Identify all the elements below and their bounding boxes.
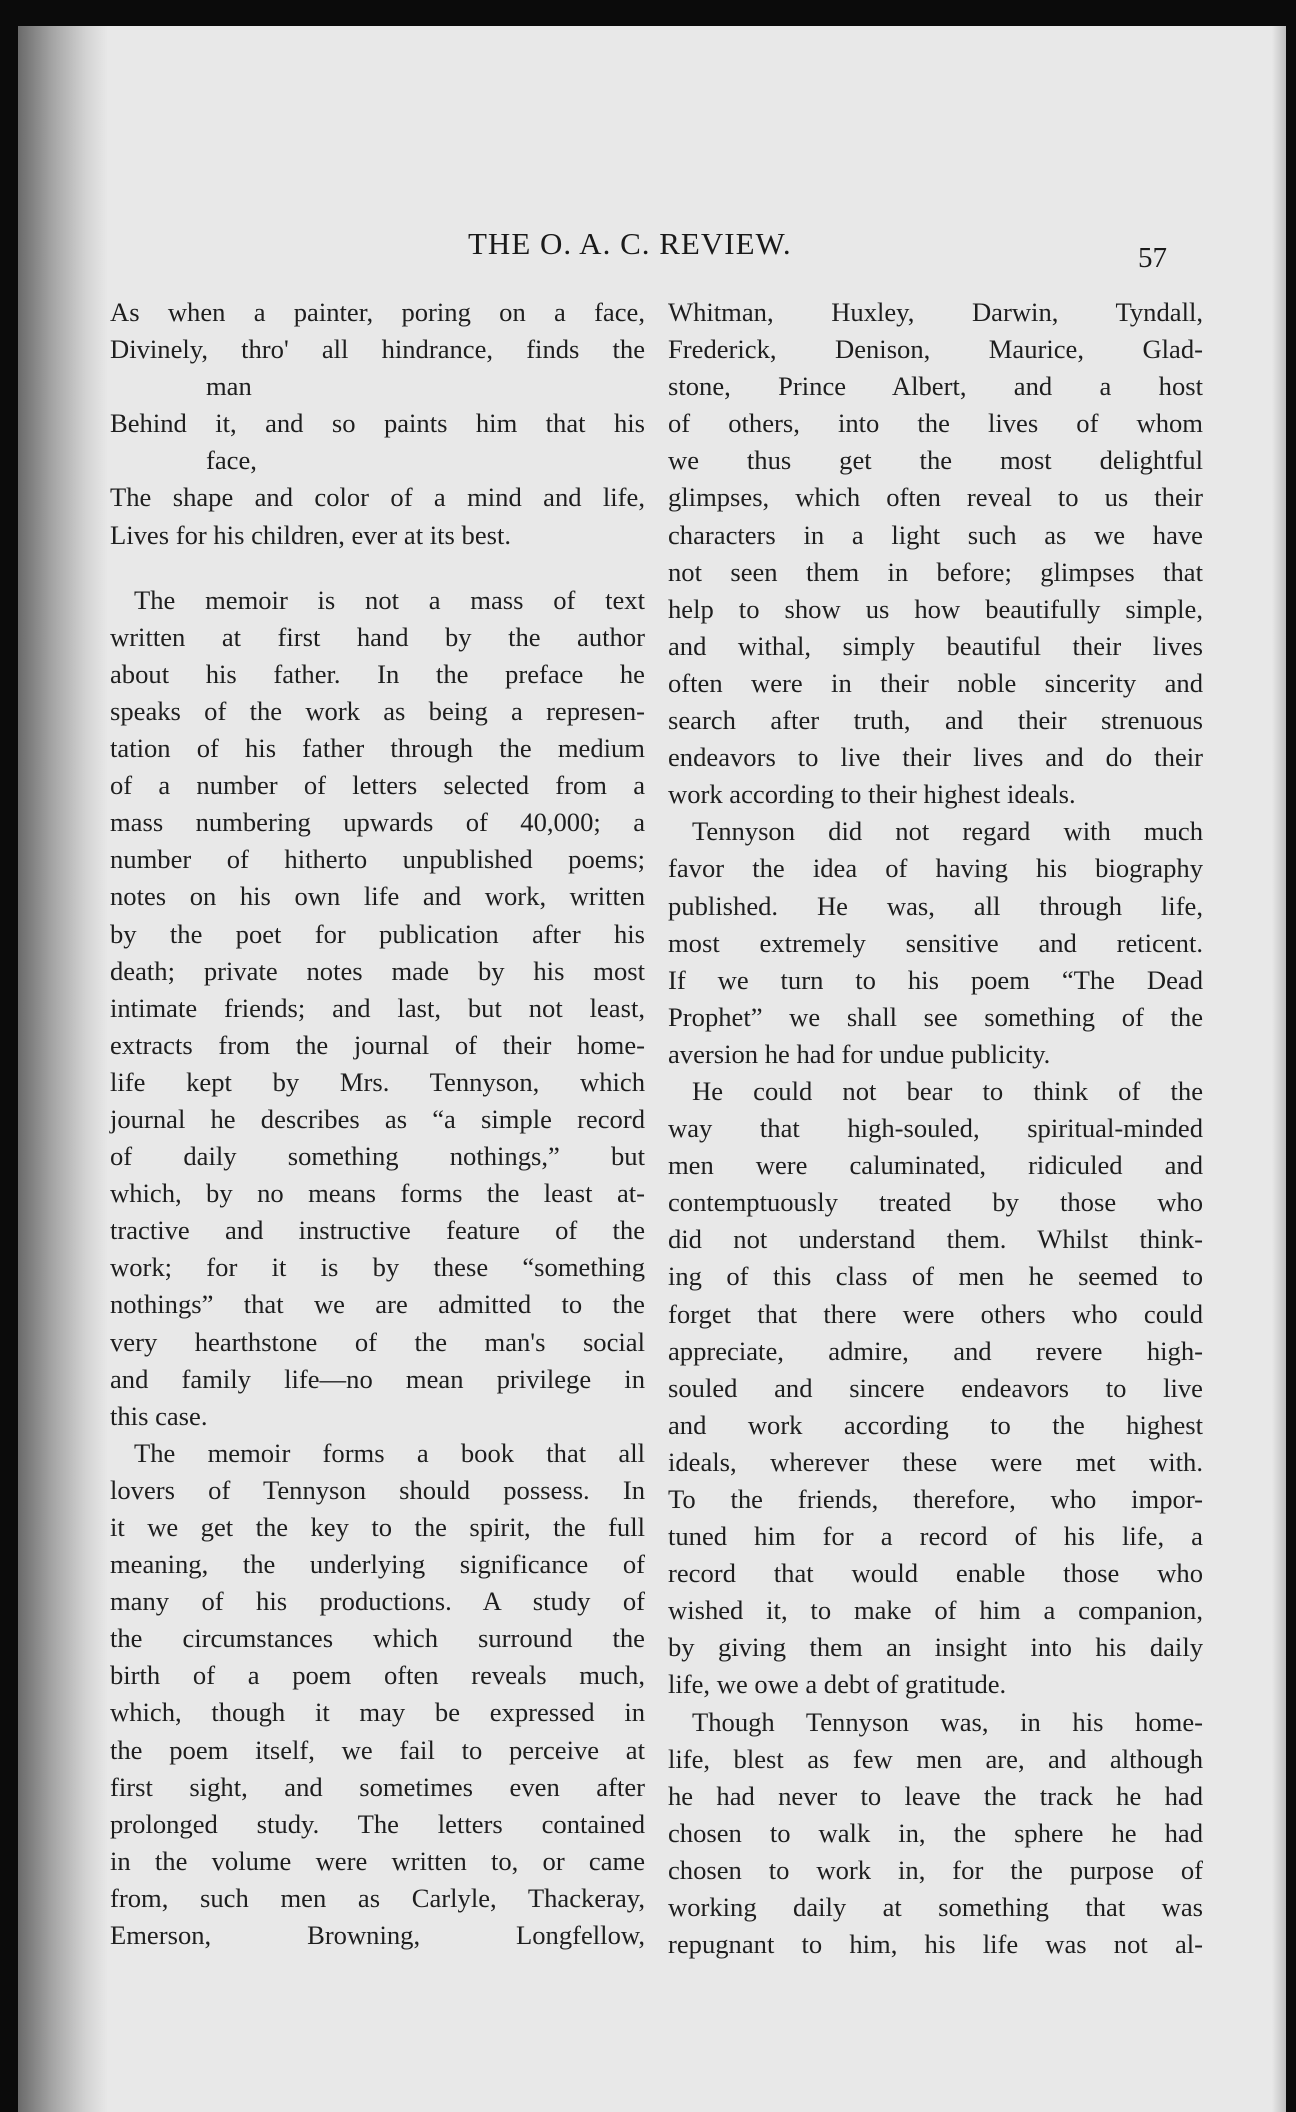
text-line: man [206, 371, 252, 402]
text-line: Lives for his children, ever at its best. [110, 519, 512, 550]
text-line: life kept by Mrs. Tennyson, which [110, 1066, 645, 1097]
page-edge [1272, 26, 1286, 2112]
text-line: ing of this class of men he seemed to [668, 1261, 1203, 1292]
text-line: endeavors to live their lives and do their [668, 742, 1203, 773]
text-line: extracts from the journal of their home- [110, 1029, 645, 1060]
text-line: Prophet” we shall see something of the [668, 1001, 1203, 1032]
text-line: life, we owe a debt of gratitude. [668, 1669, 1007, 1700]
text-line: ideals, wherever these were met with. [668, 1446, 1203, 1477]
text-line: souled and sincere endeavors to live [668, 1372, 1203, 1403]
text-line: life, blest as few men are, and although [668, 1743, 1203, 1774]
text-line: Divinely, thro' all hindrance, finds the [110, 334, 645, 365]
text-line: tractive and instructive feature of the [110, 1215, 645, 1246]
text-line: by giving them an insight into his daily [668, 1632, 1203, 1663]
left-column [110, 294, 645, 1954]
text-line: face, [206, 445, 257, 476]
text-line: tation of his father through the medium [110, 733, 645, 764]
text-line: journal he describes as “a simple record [110, 1103, 645, 1134]
running-title: THE O. A. C. REVIEW. [468, 226, 792, 261]
text-line: help to show us how beautifully simple, [668, 593, 1203, 624]
text-line: He could not bear to think of the [692, 1075, 1203, 1106]
text-line: nothings” that we are admitted to the [110, 1289, 645, 1320]
text-line: notes on his own life and work, written [110, 881, 645, 912]
text-line: which, by no means forms the least at- [110, 1178, 645, 1209]
text-line: tuned him for a record of his life, a [668, 1521, 1203, 1552]
text-line: written at first hand by the author [110, 621, 645, 652]
text-line: working daily at something that was [668, 1892, 1203, 1923]
text-line: wished it, to make of him a companion, [668, 1595, 1203, 1626]
text-line: stone, Prince Albert, and a host [668, 371, 1203, 402]
text-line: characters in a light such as we have [668, 519, 1203, 550]
text-line: which, though it may be expressed in [110, 1697, 645, 1728]
text-line: the poem itself, we fail to perceive at [110, 1734, 645, 1765]
text-line: it we get the key to the spirit, the full [110, 1512, 645, 1542]
right-column [668, 294, 1203, 1963]
text-line: intimate friends; and last, but not least, [110, 992, 645, 1023]
text-line: did not understand them. Whilst think- [668, 1224, 1203, 1255]
text-line: repugnant to him, his life was not al- [668, 1929, 1203, 1960]
text-line: published. He was, all through life, [668, 890, 1203, 921]
text-line: we thus get the most delightful [668, 445, 1203, 476]
text-line: birth of a poem often reveals much, [110, 1660, 645, 1691]
text-line: this case. [110, 1400, 208, 1431]
text-line: forget that there were others who could [668, 1298, 1203, 1329]
text-line: and family life—no mean privilege in [110, 1363, 645, 1394]
text-line: Frederick, Denison, Maurice, Glad- [668, 334, 1203, 365]
text-line: appreciate, admire, and revere high- [668, 1335, 1203, 1366]
text-line: and work according to the highest [668, 1409, 1203, 1440]
text-line: he had never to leave the track he had [668, 1780, 1203, 1811]
text-line: The shape and color of a mind and life, [110, 482, 645, 513]
text-line: from, such men as Carlyle, Thackeray, [110, 1882, 645, 1913]
text-line: Behind it, and so paints him that his [110, 408, 645, 439]
text-line: mass numbering upwards of 40,000; a [110, 807, 645, 838]
text-line: death; private notes made by his most [110, 955, 645, 986]
text-line: often were in their noble sincerity and [668, 667, 1203, 698]
text-line: work according to their highest ideals. [668, 779, 1076, 810]
text-line: not seen them in before; glimpses that [668, 556, 1203, 587]
text-line: of a number of letters selected from a [110, 770, 645, 801]
text-line: favor the idea of having his biography [668, 853, 1203, 884]
text-line: To the friends, therefore, who impor- [668, 1484, 1203, 1514]
text-line: prolonged study. The letters contained [110, 1808, 645, 1839]
text-line: number of hitherto unpublished poems; [110, 844, 645, 875]
text-line: Though Tennyson was, in his home- [692, 1706, 1203, 1737]
page-number: 57 [1138, 242, 1167, 274]
text-line: search after truth, and their strenuous [668, 705, 1203, 736]
text-line: record that would enable those who [668, 1558, 1203, 1589]
paper-sheet [18, 26, 1286, 2112]
text-line: of others, into the lives of whom [668, 408, 1203, 439]
binding-shadow [18, 26, 108, 2112]
text-line: Tennyson did not regard with much [692, 816, 1203, 847]
text-line: many of his productions. A study of [110, 1586, 645, 1617]
text-line: The memoir is not a mass of text [134, 584, 645, 615]
text-line: work; for it is by these “something [110, 1252, 645, 1283]
text-line: Whitman, Huxley, Darwin, Tyndall, [668, 297, 1203, 327]
text-line: speaks of the work as being a represen- [110, 695, 645, 726]
text-line: and withal, simply beautiful their lives [668, 630, 1203, 661]
text-line: If we turn to his poem “The Dead [668, 964, 1203, 995]
text-line: way that high-souled, spiritual-minded [668, 1113, 1203, 1144]
text-line: about his father. In the preface he [110, 658, 645, 689]
text-line: the circumstances which surround the [110, 1623, 645, 1654]
text-line: lovers of Tennyson should possess. In [110, 1474, 645, 1505]
text-line: meaning, the underlying significance of [110, 1549, 645, 1580]
text-line: in the volume were written to, or came [110, 1845, 645, 1876]
text-line: glimpses, which often reveal to us their [668, 482, 1203, 513]
text-line: first sight, and sometimes even after [110, 1771, 645, 1802]
text-line: by the poet for publication after his [110, 918, 645, 949]
text-line: men were caluminated, ridiculed and [668, 1150, 1203, 1181]
text-line: The memoir forms a book that all [134, 1437, 645, 1468]
text-line: chosen to work in, for the purpose of [668, 1854, 1203, 1885]
text-line: Emerson, Browning, Longfellow, [110, 1920, 645, 1951]
text-line: of daily something nothings,” but [110, 1141, 645, 1172]
text-line: very hearthstone of the man's social [110, 1326, 645, 1357]
text-line: As when a painter, poring on a face, [110, 297, 645, 327]
stanza-gap [110, 554, 645, 582]
text-line: contemptuously treated by those who [668, 1187, 1203, 1218]
text-line: most extremely sensitive and reticent. [668, 927, 1203, 958]
text-line: chosen to walk in, the sphere he had [668, 1817, 1203, 1848]
text-line: aversion he had for undue publicity. [668, 1038, 1051, 1069]
